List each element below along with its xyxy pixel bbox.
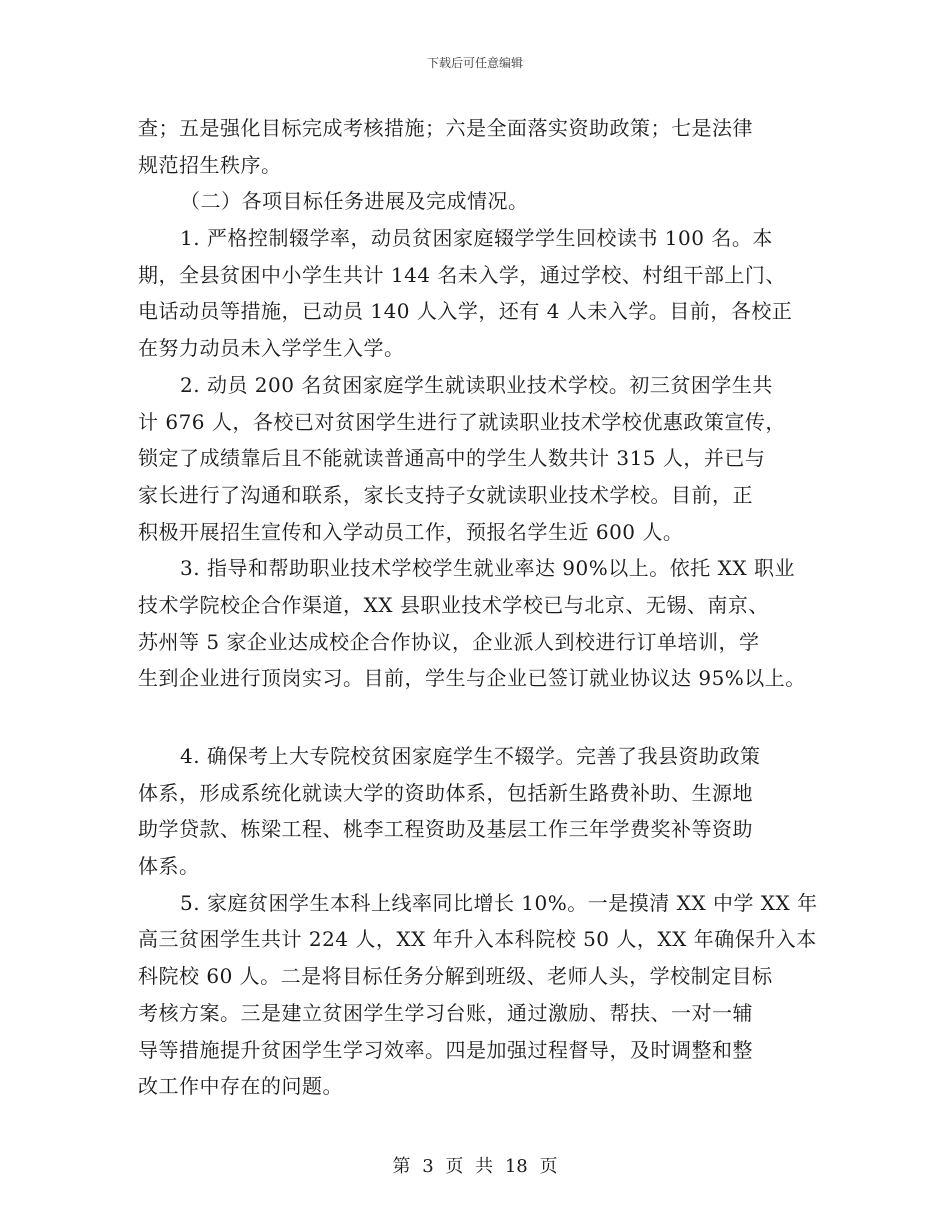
text-line: 助学贷款、栋梁工程、桃李工程资助及基层工作三年学费奖补等资助 — [138, 817, 753, 842]
text-line: 5. 家庭贫困学生本科上线率同比增长 10%。一是摸清 XX 中学 XX 年 — [180, 890, 818, 915]
text-line: 体系。 — [138, 854, 200, 879]
text-line: 查；五是强化目标完成考核措施；六是全面落实资助政策；七是法律 — [138, 116, 753, 140]
text-line: （二）各项目标任务进展及完成情况。 — [180, 189, 529, 214]
text-line: 1. 严格控制辍学率，动员贫困家庭辍学学生回校读书 100 名。本 — [180, 226, 773, 251]
text-line: 技术学院校企合作渠道，XX 县职业技术学校已与北京、无锡、南京、 — [138, 592, 769, 617]
text-line: 计 676 人，各校已对贫困学生进行了就读职业技术学校优惠政策宣传， — [138, 409, 786, 434]
text-line: 积极开展招生宣传和入学动员工作，预报名学生近 600 人。 — [138, 519, 684, 544]
text-line: 电话动员等措施，已动员 140 人入学，还有 4 人未入学。目前，各校正 — [138, 299, 793, 324]
text-line: 3. 指导和帮助职业技术学校学生就业率达 90%以上。依托 XX 职业 — [180, 556, 795, 581]
text-line: 期，全县贫困中小学生共计 144 名未入学，通过学校、村组干部上门、 — [138, 262, 786, 287]
text-line: 导等措施提升贫困学生学习效率。四是加强过程督导，及时调整和整 — [138, 1037, 753, 1062]
text-line: 高三贫困学生共计 224 人，XX 年升入本科院校 50 人，XX 年确保升入本 — [138, 927, 817, 952]
text-line: 锁定了成绩靠后且不能就读普通高中的学生人数共计 315 人，并已与 — [138, 446, 766, 471]
text-line: 体系，形成系统化就读大学的资助体系，包括新生路费补助、生源地 — [138, 780, 753, 805]
paragraph-gap — [138, 697, 818, 738]
text-line: 2. 动员 200 名贫困家庭学生就读职业技术学校。初三贫困学生共 — [180, 372, 773, 397]
text-line: 规范招生秩序。 — [138, 152, 282, 177]
text-line: 家长进行了沟通和联系，家长支持子女就读职业技术学校。目前，正 — [138, 482, 753, 507]
text-line: 考核方案。三是建立贫困学生学习台账，通过激励、帮扶、一对一辅 — [138, 1000, 753, 1025]
text-line: 在努力动员未入学学生入学。 — [138, 336, 405, 361]
page-header: 下载后可任意编辑 — [426, 56, 523, 70]
text-line: 科院校 60 人。二是将目标任务分解到班级、老师人头，学校制定目标 — [138, 964, 773, 989]
document-body — [138, 110, 818, 1105]
text-line: 改工作中存在的问题。 — [138, 1074, 343, 1099]
text-line: 苏州等 5 家企业达成校企合作协议，企业派人到校进行订单培训，学 — [138, 629, 760, 654]
text-line: 4. 确保考上大专院校贫困家庭学生不辍学。完善了我县资助政策 — [180, 744, 761, 768]
text-line: 生到企业进行顶岗实习。目前，学生与企业已签订就业协议达 95%以上。 — [138, 666, 806, 691]
page-footer: 第 3 页 共 18 页 — [392, 1156, 558, 1177]
